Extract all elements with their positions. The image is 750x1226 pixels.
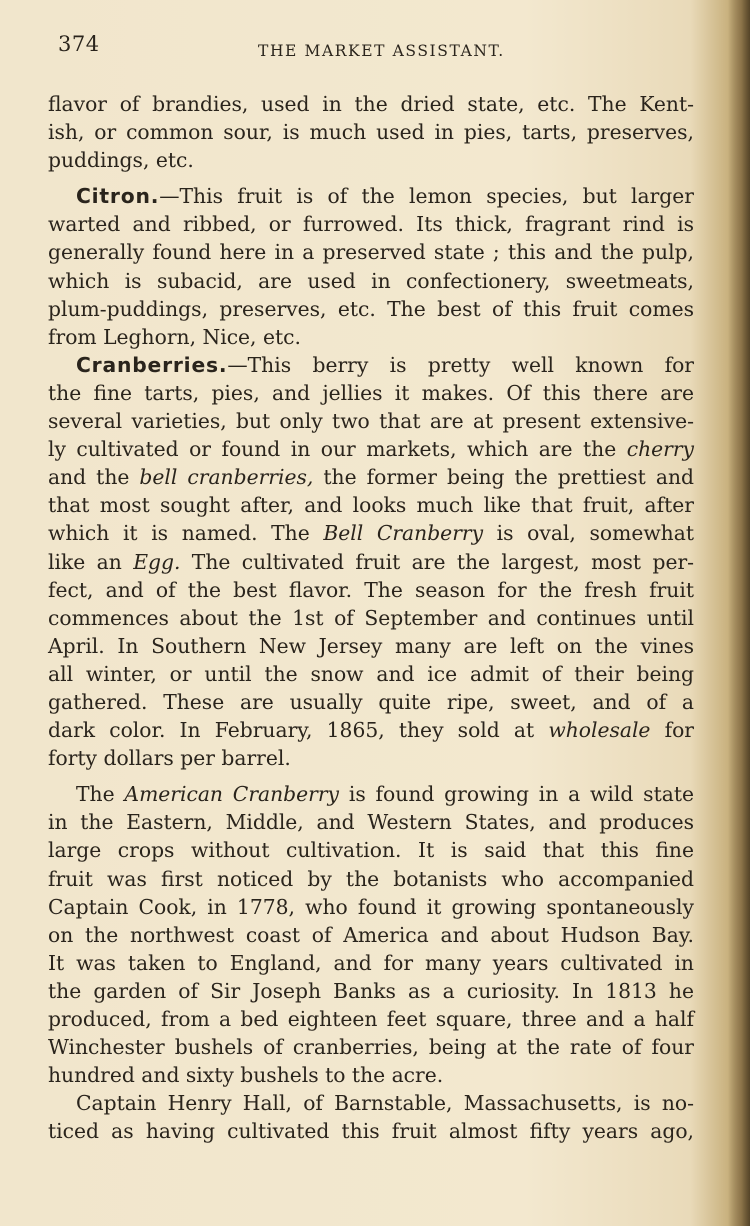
text-line: the fine tarts, pies, and jellies it makes. Of this there are	[48, 380, 694, 405]
text-line: which it is named. The Bell Cranberry is oval, somewhat	[48, 521, 694, 546]
text-line: ish, or common sour, is much used in pies, tarts, preserves,	[48, 120, 694, 145]
body-text	[48, 90, 694, 1145]
page-spine-shadow	[728, 0, 750, 1226]
text-line: warted and ribbed, or furrowed. Its thick, fragrant rind is	[48, 212, 694, 237]
text-line: forty dollars per barrel.	[48, 746, 291, 771]
text-line: like an Egg. The cultivated fruit are the largest, most per-	[48, 549, 694, 574]
text-line: plum-puddings, preserves, etc. The best of this fruit comes	[48, 296, 694, 321]
text-line: ticed as having cultivated this fruit almost fifty years ago,	[48, 1119, 694, 1144]
text-line: generally found here in a preserved state ; this and the pulp,	[48, 240, 694, 265]
text-line: gathered. These are usually quite ripe, sweet, and of a	[48, 689, 694, 714]
text-line: from Leghorn, Nice, etc.	[48, 324, 301, 349]
entry-heading-cranberries: Cranberries.	[76, 352, 228, 377]
entry-heading-citron: Citron.	[76, 184, 160, 209]
text-line: fruit was first noticed by the botanists who accompanied	[48, 866, 694, 891]
text-line: in the Eastern, Middle, and Western States, and produces	[48, 810, 694, 835]
paragraph-cranberries-start: Cranberries.—This berry is pretty well known for	[76, 352, 694, 377]
text-line: fect, and of the best flavor. The season for the fresh fruit	[48, 577, 694, 602]
text-line: produced, from a bed eighteen feet square, three and a half	[48, 1007, 694, 1031]
text-line: flavor of brandies, used in the dried state, etc. The Kent-	[48, 92, 694, 116]
text-line: that most sought after, and looks much like that fruit, after	[48, 493, 694, 518]
text-line: on the northwest coast of America and about Hudson Bay.	[48, 922, 694, 947]
text-line: the garden of Sir Joseph Banks as a curiosity. In 1813 he	[48, 978, 694, 1003]
running-head: THE MARKET ASSISTANT.	[258, 42, 505, 60]
text-line: and the bell cranberries, the former being the prettiest and	[48, 465, 694, 490]
text-line: all winter, or until the snow and ice admit of their being	[48, 661, 694, 686]
text-line: several varieties, but only two that are at present extensive-	[48, 409, 694, 434]
text-line: It was taken to England, and for many years cultivated in	[48, 950, 694, 975]
page-number: 374	[58, 32, 100, 56]
text-line: Captain Cook, in 1778, who found it growing spontaneously	[48, 894, 694, 919]
page-header	[58, 32, 708, 62]
paragraph-henry-hall-start: Captain Henry Hall, of Barnstable, Massachusetts, is no-	[76, 1091, 694, 1116]
text-line: dark color. In February, 1865, they sold at wholesale for	[48, 718, 695, 743]
text-line: large crops without cultivation. It is said that this fine	[48, 838, 694, 863]
paragraph-american-cranberry-start: The American Cranberry is found growing in a wild state	[76, 782, 694, 807]
text-line: ly cultivated or found in our markets, which are the cherry	[48, 437, 694, 462]
paragraph-citron-start: Citron.—This fruit is of the lemon species, but larger	[76, 184, 694, 209]
text-line: April. In Southern New Jersey many are left on the vines	[48, 633, 694, 658]
text-line: which is subacid, are used in confectionery, sweetmeats,	[48, 268, 694, 293]
text-line: puddings, etc.	[48, 148, 194, 173]
text-line: hundred and sixty bushels to the acre.	[48, 1063, 444, 1088]
text-line: commences about the 1st of September and continues until	[48, 605, 694, 630]
text-line: Winchester bushels of cranberries, being at the rate of four	[48, 1035, 694, 1060]
